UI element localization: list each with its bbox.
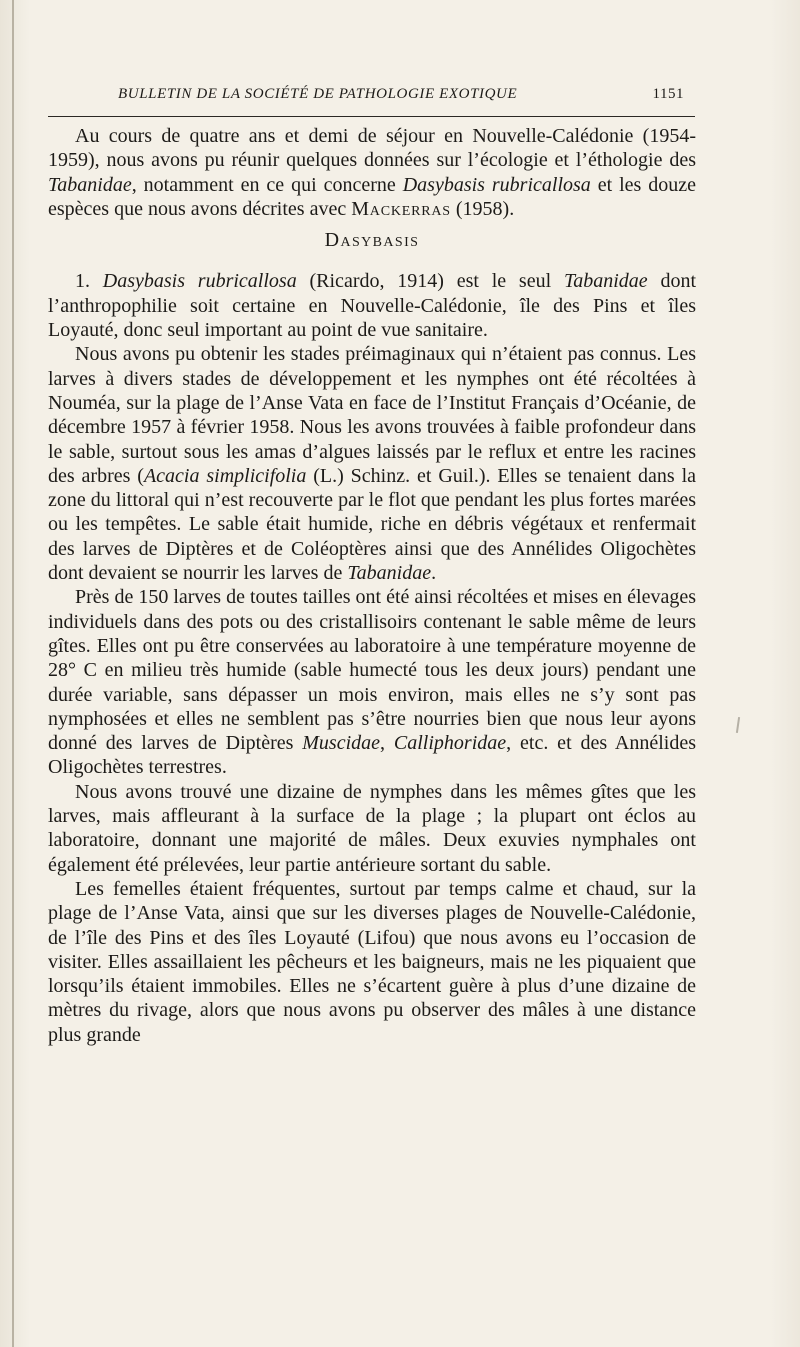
paragraph-3-text-1: Près de 150 larves de toutes tailles ont été ainsi récoltées et mises en élevages individuels dans des pots ou des cristallisoirs contenant le sable même de leurs gîtes. Elles ont pu être conservées au laboratoire à une température moyenne de 28° C en milieu très humide (sable humecté tous les deux jours) pendant une durée variable, sans dépasser un mois environ, mais elles ne s’y sont pas nymphosées et elles ne semblent pas s’être nourries bien que nous leur ayons donné des larves de Diptères: [48, 586, 696, 755]
paragraph-5: [48, 877, 696, 1047]
paragraph-1: [48, 269, 696, 342]
page-number: 1151: [652, 86, 684, 102]
intro-text-2: , notamment en ce qui concerne: [131, 173, 403, 196]
paragraph-4-text: Nous avons trouvé une dizaine de nymphes dans les mêmes gîtes que les larves, mais affleurant à la surface de la plage ; la plupart ont éclos au laboratoire, donnant une majorité de mâles. Deux exuvies nymphales ont également été prélevées, leur partie antérieure sortant du sable.: [48, 780, 696, 876]
taxon-name: Calliphoridae: [393, 732, 507, 755]
section-heading: Dasybasis: [324, 229, 420, 252]
paragraph-3-text-2: ,: [380, 732, 394, 755]
taxon-name: Tabanidae: [563, 270, 648, 293]
paragraph-1-text-2: dont l’anthropophilie soit certaine en Nouvelle-Calédonie, île des Pins et îles Loyauté, donc seul important au point de vue sanitaire.: [48, 270, 697, 342]
intro-paragraph: [48, 124, 696, 221]
taxon-name: Tabanidae: [48, 173, 132, 196]
article-body: [48, 124, 696, 1047]
author-name: Mackerras: [351, 197, 451, 220]
running-header: [118, 84, 684, 106]
plant-name: Acacia simplicifolia: [143, 464, 307, 487]
header-rule: [48, 116, 695, 117]
intro-text-3: et les douze espèces que nous avons décrites avec: [48, 173, 697, 220]
journal-title: BULLETIN DE LA SOCIÉTÉ DE PATHOLOGIE EXOTIQUE: [118, 86, 518, 102]
paragraph-3: [48, 585, 696, 779]
paragraph-2-text-3: .: [431, 562, 437, 585]
intro-text-1: Au cours de quatre ans et demi de séjour en Nouvelle-Calédonie (1954-1959), nous avons pu réunir quelques données sur l’écologie et l’éthologie des: [48, 125, 696, 172]
paragraph-2-text-1: Nous avons pu obtenir les stades préimaginaux qui n’étaient pas connus. Les larves à divers stades de développement et les nymphes ont été récoltées à Nouméa, sur la plage de l’Anse Vata en face de l’Institut Français d’Océanie, de décembre 1957 à février 1958. Nous les avons trouvées à faible profondeur dans le sable, surtout sous les amas d’algues laissés par le reflux et entre les racines des arbres (: [48, 343, 696, 487]
paragraph-3-text-3: , etc. et des Annélides Oligochètes terrestres.: [48, 732, 697, 779]
taxon-name: Tabanidae: [347, 562, 432, 585]
paragraph-4: [48, 780, 696, 877]
paragraph-2: [48, 342, 696, 585]
paragraph-5-text: Les femelles étaient fréquentes, surtout par temps calme et chaud, sur la plage de l’Anse Vata, ainsi que sur les diverses plages de Nouvelle-Calédonie, de l’île des Pins et des îles Loyauté (Lifou) que nous avons eu l’occasion de visiter. Elles assaillaient les pêcheurs et les baigneurs, mais ne les piquaient que lorsqu’ils étaient immobiles. Elles ne s’écartent guère à plus d’une dizaine de mètres du rivage, alors que nous avons pu observer des mâles à une distance plus grande: [48, 877, 696, 1046]
page-binding-edge: [12, 0, 14, 1347]
intro-text-4: (1958).: [450, 197, 515, 220]
taxon-name: Muscidae: [302, 732, 381, 755]
paragraph-2-text-2: (L.) Schinz. et Guil.). Elles se tenaient dans la zone du littoral qui n’est recouverte par le flot que pendant les plus fortes marées ou les tempêtes. Le sable était humide, riche en débris végétaux et renfermait des larves de Diptères et de Coléoptères ainsi que des Annélides Oligochètes dont devaient se nourrir les larves de: [48, 464, 696, 585]
paragraph-number: 1.: [75, 270, 103, 293]
margin-mark: [736, 717, 740, 733]
paragraph-1-text-1: (Ricardo, 1914) est le seul: [296, 270, 564, 293]
species-name: Dasybasis rubricallosa: [102, 270, 297, 293]
species-name: Dasybasis rubricallosa: [402, 173, 591, 196]
